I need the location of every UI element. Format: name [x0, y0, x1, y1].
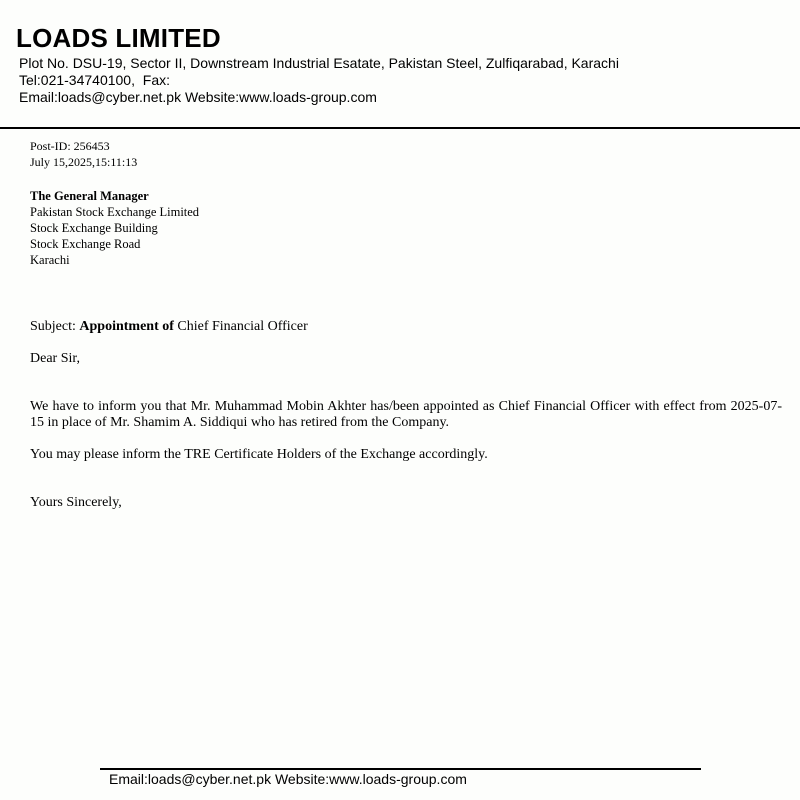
recipient-line: Karachi [30, 253, 70, 267]
company-email-website: Email:loads@cyber.net.pk Website:www.loads-group.com [19, 89, 377, 105]
post-date: July 15,2025,15:11:13 [30, 155, 138, 169]
company-phone: Tel:021-34740100, Fax: [19, 72, 170, 88]
footer-divider [100, 768, 701, 770]
recipient-line: Stock Exchange Road [30, 237, 141, 251]
recipient-line: Stock Exchange Building [30, 221, 158, 235]
salutation: Dear Sir, [30, 351, 80, 366]
subject-line [30, 319, 782, 335]
post-id: Post-ID: 256453 [30, 139, 110, 153]
closing: Yours Sincerely, [30, 495, 122, 510]
subject-prefix: Subject: [30, 319, 80, 334]
recipient-title: The General Manager [30, 189, 149, 203]
paragraph-notice: You may please inform the TRE Certificate Holders of the Exchange accordingly. [30, 447, 488, 462]
recipient-block [30, 188, 199, 268]
header-divider [0, 127, 800, 129]
footer-contact: Email:loads@cyber.net.pk Website:www.loads-group.com [109, 771, 467, 787]
subject-bold: Appointment of [79, 319, 174, 334]
paragraph-appointment: We have to inform you that Mr. Muhammad Mobin Akhter has/been appointed as Chief Financial Officer with effect from 2025-07-15 in place of Mr. Shamim A. Siddiqui who has retired from the Company. [30, 399, 782, 430]
company-address: Plot No. DSU-19, Sector II, Downstream Industrial Esatate, Pakistan Steel, Zulfiqarabad, Karachi [19, 55, 619, 71]
company-name: LOADS LIMITED [16, 23, 221, 53]
subject-rest: Chief Financial Officer [173, 319, 308, 334]
recipient-line: Pakistan Stock Exchange Limited [30, 205, 200, 219]
